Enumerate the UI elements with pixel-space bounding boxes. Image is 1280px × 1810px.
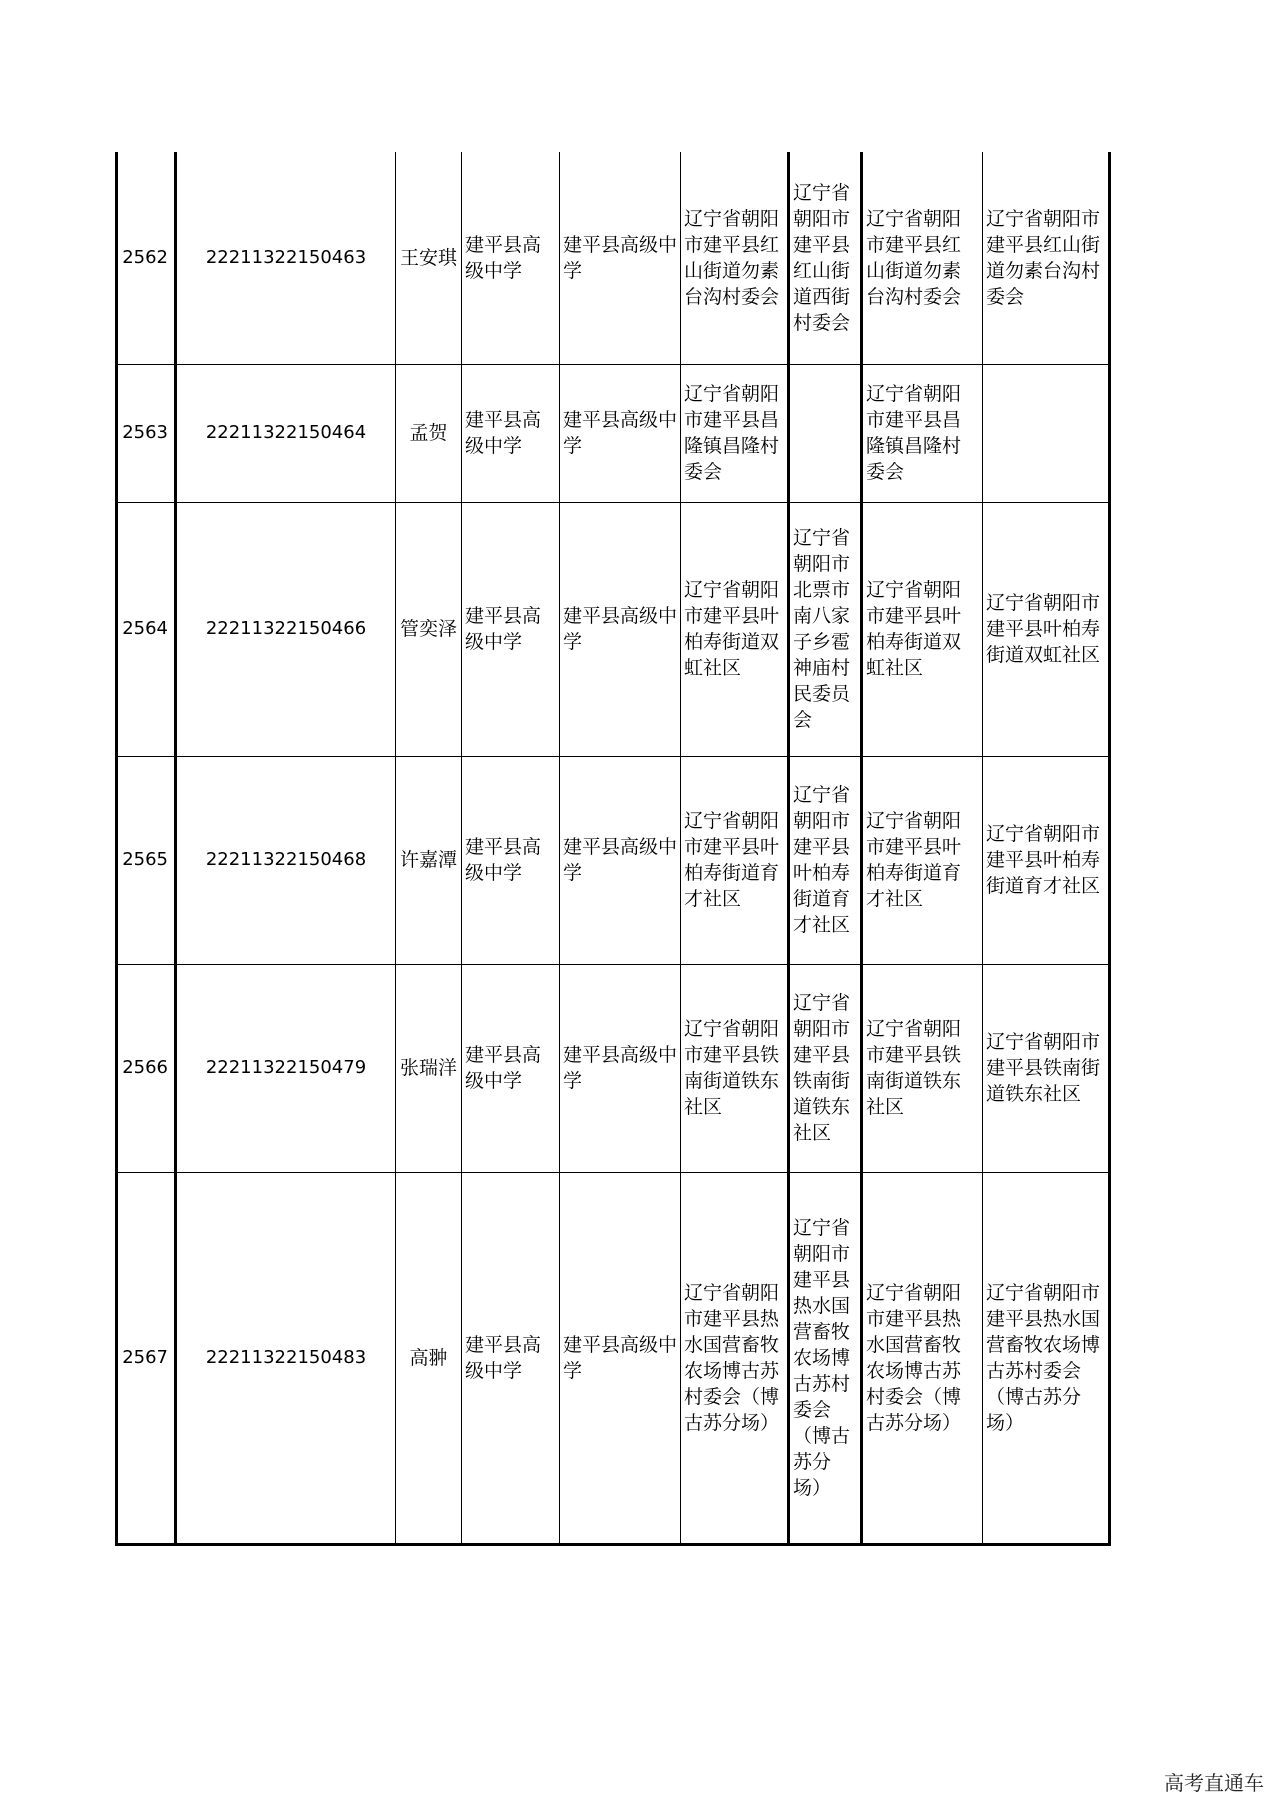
hukou-cell: 辽宁省朝阳市建平县叶柏寿街道育才社区 [789, 756, 862, 964]
school-cell: 建平县高级中学 [462, 1172, 560, 1544]
row-number-cell: 2564 [117, 502, 176, 756]
mother-hukou-cell: 辽宁省朝阳市建平县叶柏寿街道双虹社区 [983, 502, 1110, 756]
student-name-cell: 张瑞洋 [396, 964, 462, 1172]
exam-id-cell: 22211322150463 [176, 152, 396, 364]
table-row [117, 152, 1110, 364]
roster-table [115, 152, 1111, 1546]
mother-hukou-cell: 辽宁省朝阳市建平县叶柏寿街道育才社区 [983, 756, 1110, 964]
hukou-cell: 辽宁省朝阳市建平县热水国营畜牧农场博古苏村委会（博古苏分场） [789, 1172, 862, 1544]
graduation-school-cell: 建平县高级中学 [560, 756, 681, 964]
school-cell: 建平县高级中学 [462, 152, 560, 364]
student-name-cell: 许嘉潭 [396, 756, 462, 964]
graduation-school-cell: 建平县高级中学 [560, 502, 681, 756]
father-hukou-cell: 辽宁省朝阳市建平县叶柏寿街道育才社区 [862, 756, 983, 964]
exam-id-cell: 22211322150466 [176, 502, 396, 756]
watermark-text: 高考直通车 [1164, 1771, 1264, 1795]
graduation-school-cell: 建平县高级中学 [560, 364, 681, 502]
address-cell: 辽宁省朝阳市建平县铁南街道铁东社区 [681, 964, 789, 1172]
mother-hukou-cell [983, 364, 1110, 502]
exam-id-cell: 22211322150479 [176, 964, 396, 1172]
row-number-cell: 2566 [117, 964, 176, 1172]
row-number-cell: 2565 [117, 756, 176, 964]
father-hukou-cell: 辽宁省朝阳市建平县铁南街道铁东社区 [862, 964, 983, 1172]
hukou-cell: 辽宁省朝阳市建平县红山街道西街村委会 [789, 152, 862, 364]
graduation-school-cell: 建平县高级中学 [560, 152, 681, 364]
father-hukou-cell: 辽宁省朝阳市建平县热水国营畜牧农场博古苏村委会（博古苏分场） [862, 1172, 983, 1544]
address-cell: 辽宁省朝阳市建平县红山街道勿素台沟村委会 [681, 152, 789, 364]
roster-table-wrapper [115, 152, 1108, 1546]
mother-hukou-cell: 辽宁省朝阳市建平县红山街道勿素台沟村委会 [983, 152, 1110, 364]
school-cell: 建平县高级中学 [462, 756, 560, 964]
student-name-cell: 王安琪 [396, 152, 462, 364]
hukou-cell [789, 364, 862, 502]
student-name-cell: 高翀 [396, 1172, 462, 1544]
table-row [117, 756, 1110, 964]
row-number-cell: 2567 [117, 1172, 176, 1544]
student-name-cell: 孟贺 [396, 364, 462, 502]
table-row [117, 1172, 1110, 1544]
student-name-cell: 管奕泽 [396, 502, 462, 756]
table-row [117, 964, 1110, 1172]
school-cell: 建平县高级中学 [462, 502, 560, 756]
exam-id-cell: 22211322150468 [176, 756, 396, 964]
table-row [117, 502, 1110, 756]
address-cell: 辽宁省朝阳市建平县热水国营畜牧农场博古苏村委会（博古苏分场） [681, 1172, 789, 1544]
graduation-school-cell: 建平县高级中学 [560, 964, 681, 1172]
address-cell: 辽宁省朝阳市建平县叶柏寿街道育才社区 [681, 756, 789, 964]
father-hukou-cell: 辽宁省朝阳市建平县昌隆镇昌隆村委会 [862, 364, 983, 502]
exam-id-cell: 22211322150464 [176, 364, 396, 502]
father-hukou-cell: 辽宁省朝阳市建平县红山街道勿素台沟村委会 [862, 152, 983, 364]
roster-body [117, 152, 1110, 1544]
row-number-cell: 2562 [117, 152, 176, 364]
school-cell: 建平县高级中学 [462, 364, 560, 502]
row-number-cell: 2563 [117, 364, 176, 502]
hukou-cell: 辽宁省朝阳市北票市南八家子乡雹神庙村民委员会 [789, 502, 862, 756]
table-row [117, 364, 1110, 502]
father-hukou-cell: 辽宁省朝阳市建平县叶柏寿街道双虹社区 [862, 502, 983, 756]
school-cell: 建平县高级中学 [462, 964, 560, 1172]
address-cell: 辽宁省朝阳市建平县昌隆镇昌隆村委会 [681, 364, 789, 502]
address-cell: 辽宁省朝阳市建平县叶柏寿街道双虹社区 [681, 502, 789, 756]
hukou-cell: 辽宁省朝阳市建平县铁南街道铁东社区 [789, 964, 862, 1172]
mother-hukou-cell: 辽宁省朝阳市建平县热水国营畜牧农场博古苏村委会（博古苏分场） [983, 1172, 1110, 1544]
exam-id-cell: 22211322150483 [176, 1172, 396, 1544]
mother-hukou-cell: 辽宁省朝阳市建平县铁南街道铁东社区 [983, 964, 1110, 1172]
graduation-school-cell: 建平县高级中学 [560, 1172, 681, 1544]
